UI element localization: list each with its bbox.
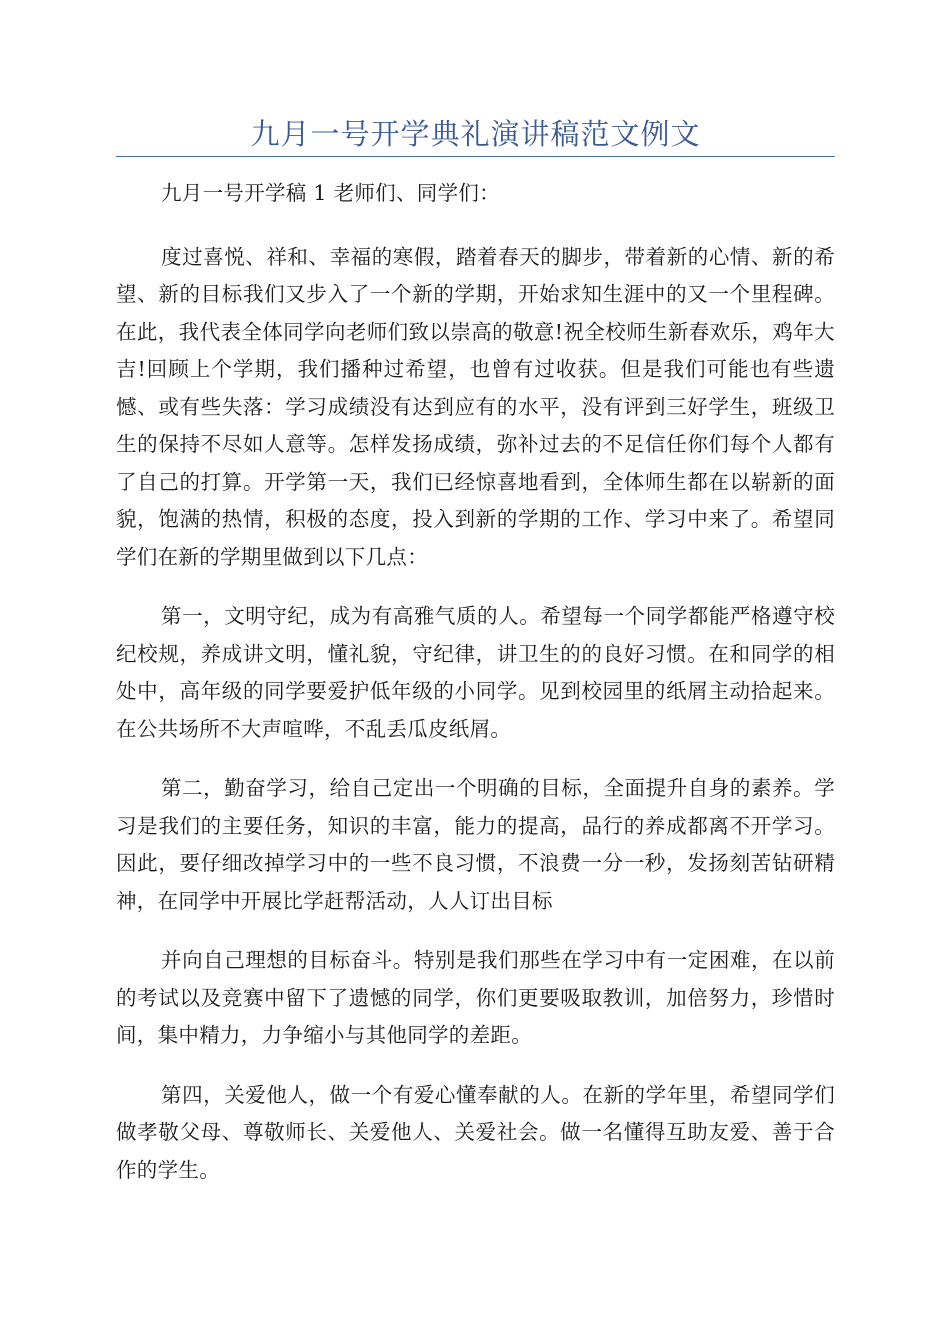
document-title: 九月一号开学典礼演讲稿范文例文 bbox=[250, 117, 701, 151]
paragraph-greeting: 九月一号开学稿 1 老师们、同学们： bbox=[161, 181, 500, 205]
paragraph-intro: 度过喜悦、祥和、幸福的寒假，踏着春天的脚步，带着新的心情、新的希望、新的目标我们又步入了一个新的学期，开始求知生涯中的又一个里程碑。在此，我代表全体同学向老师们致以崇高的敬意!祝全校师生新春欢乐，鸡年大吉!回顾上个学期，我们播种过希望，也曾有过收获。但是我们可能也有些遗憾、或有些失落：学习成绩没有达到应有的水平，没有评到三好学生，班级卫生的保持不尽如人意等。怎样发扬成绩，弥补过去的不足信任你们每个人都有了自己的打算。开学第一天，我们已经惊喜地看到，全体师生都在以崭新的面貌，饱满的热情，积极的态度，投入到新的学期的工作、学习中来了。希望同学们在新的学期里做到以下几点： bbox=[116, 244, 835, 569]
title-block bbox=[116, 112, 835, 157]
document-body bbox=[116, 175, 835, 1211]
paragraph-point-one: 第一，文明守纪，成为有高雅气质的人。希望每一个同学都能严格遵守校纪校规，养成讲文明，懂礼貌，守纪律，讲卫生的的良好习惯。在和同学的相处中，高年级的同学要爱护低年级的小同学。见到校园里的纸屑主动拾起来。在公共场所不大声喧哗，不乱丢瓜皮纸屑。 bbox=[116, 604, 835, 741]
paragraph-point-four: 第四，关爱他人，做一个有爱心懂奉献的人。在新的学年里，希望同学们做孝敬父母、尊敬师长、关爱他人、关爱社会。做一名懂得互助友爱、善于合作的学生。 bbox=[116, 1082, 835, 1182]
paragraph-point-two: 第二，勤奋学习，给自己定出一个明确的目标，全面提升自身的素养。学习是我们的主要任务，知识的丰富，能力的提高，品行的养成都离不开学习。因此，要仔细改掉学习中的一些不良习惯，不浪费一分一秒，发扬刻苦钻研精神，在同学中开展比学赶帮活动，人人订出目标 bbox=[116, 776, 835, 913]
paragraph-point-two-cont: 并向自己理想的目标奋斗。特别是我们那些在学习中有一定困难，在以前的考试以及竞赛中留下了遗憾的同学，你们更要吸取教训，加倍努力，珍惜时间，集中精力，力争缩小与其他同学的差距。 bbox=[116, 948, 835, 1047]
